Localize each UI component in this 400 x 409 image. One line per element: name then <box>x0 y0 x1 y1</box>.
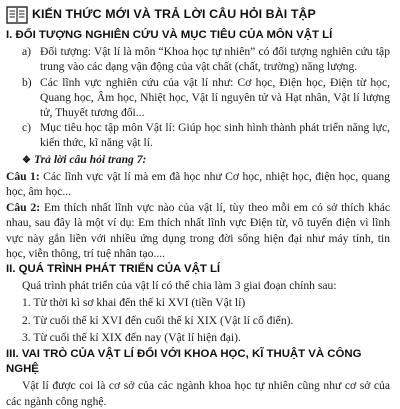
question-text: Em thích nhất lĩnh vực nào của vật lí, tùy theo mỗi em có sở thích khác nhau, sau đây là một ví dụ: Em thích nhất lĩnh vực Điện từ, vô tuyến điện vì lĩnh vực này gắn liền với nhiều ứng dụng trong đời sống hiện đại như máy tính, tin học, viễn thông, trí tuệ nhân tạo.... <box>6 201 390 260</box>
lesson-header <box>6 4 390 26</box>
item-text: Đối tượng: Vật lí là môn “Khoa học tự nhiên” có đối tượng nghiên cứu tập trung vào các dạng vận động của vật chất (chất, trường) năng lượng. <box>40 45 390 74</box>
section-3-text: Vật lí được coi là cơ sở của các ngành khoa học tự nhiên cũng như cơ sở của các ngành công nghệ. <box>6 379 390 408</box>
section-2-intro: Quá trình phát triển của vật lí có thể chia làm 3 giai đoạn chính sau: <box>22 279 337 293</box>
answers-heading <box>6 152 390 168</box>
header-title: KIẾN THỨC MỚI VÀ TRẢ LỜI CÂU HỎI BÀI TẬP <box>32 7 316 22</box>
section-1-item-c <box>6 120 390 150</box>
stage-1: 1. Từ thời kì sơ khai đến thế kỉ XVI (tiền Vật lí) <box>22 296 246 310</box>
item-text: Các lĩnh vực nghiên cứu của vật lí như: Cơ học, Điện học, Điện từ học, Quang học, Âm học, Nhiệt học, Vật lí nguyên tử và Hạt nhân, Vật lí lượng tử, Thuyết tương đối... <box>40 75 390 120</box>
item-marker: b) <box>22 75 32 89</box>
answers-heading-text: Trả lời câu hỏi trang 7: <box>33 152 147 166</box>
section-1-item-a <box>6 44 390 74</box>
stage-2: 2. Từ cuối thế kỉ XVI đến cuối thế kỉ XIX (Vật lí cổ điển). <box>22 313 294 327</box>
stage-3: 3. Từ cuối thế kỉ XIX đến nay (Vật lí hiện đại). <box>22 330 241 344</box>
section-1-title: I. ĐỐI TƯỢNG NGHIÊN CỨU VÀ MỤC TIÊU CỦA MÔN VẬT LÍ <box>6 29 333 41</box>
question-text: Các lĩnh vực vật lí mà em đã học như Cơ học, nhiệt học, điện học, quang học, âm học... <box>6 169 390 199</box>
question-1 <box>6 169 390 199</box>
item-marker: a) <box>22 45 32 59</box>
question-2 <box>6 200 390 261</box>
section-3-title: III. VAI TRÒ CỦA VẬT LÍ ĐỐI VỚI KHOA HỌC, KĨ THUẬT VÀ CÔNG NGHỆ <box>6 348 362 376</box>
item-text: Mục tiêu học tập môn Vật lí: Giúp học sinh hình thành phát triển năng lực, kiến thức, kĩ năng vật lí. <box>40 121 390 150</box>
book-icon <box>6 5 28 25</box>
item-marker: c) <box>22 121 32 135</box>
diamond-bullet-icon: ❖ <box>22 154 31 166</box>
section-1-item-b <box>6 75 390 121</box>
question-label: Câu 1: <box>6 169 40 183</box>
section-2-title: II. QUÁ TRÌNH PHÁT TRIỂN CỦA VẬT LÍ <box>6 263 221 276</box>
question-label: Câu 2: <box>6 201 41 215</box>
